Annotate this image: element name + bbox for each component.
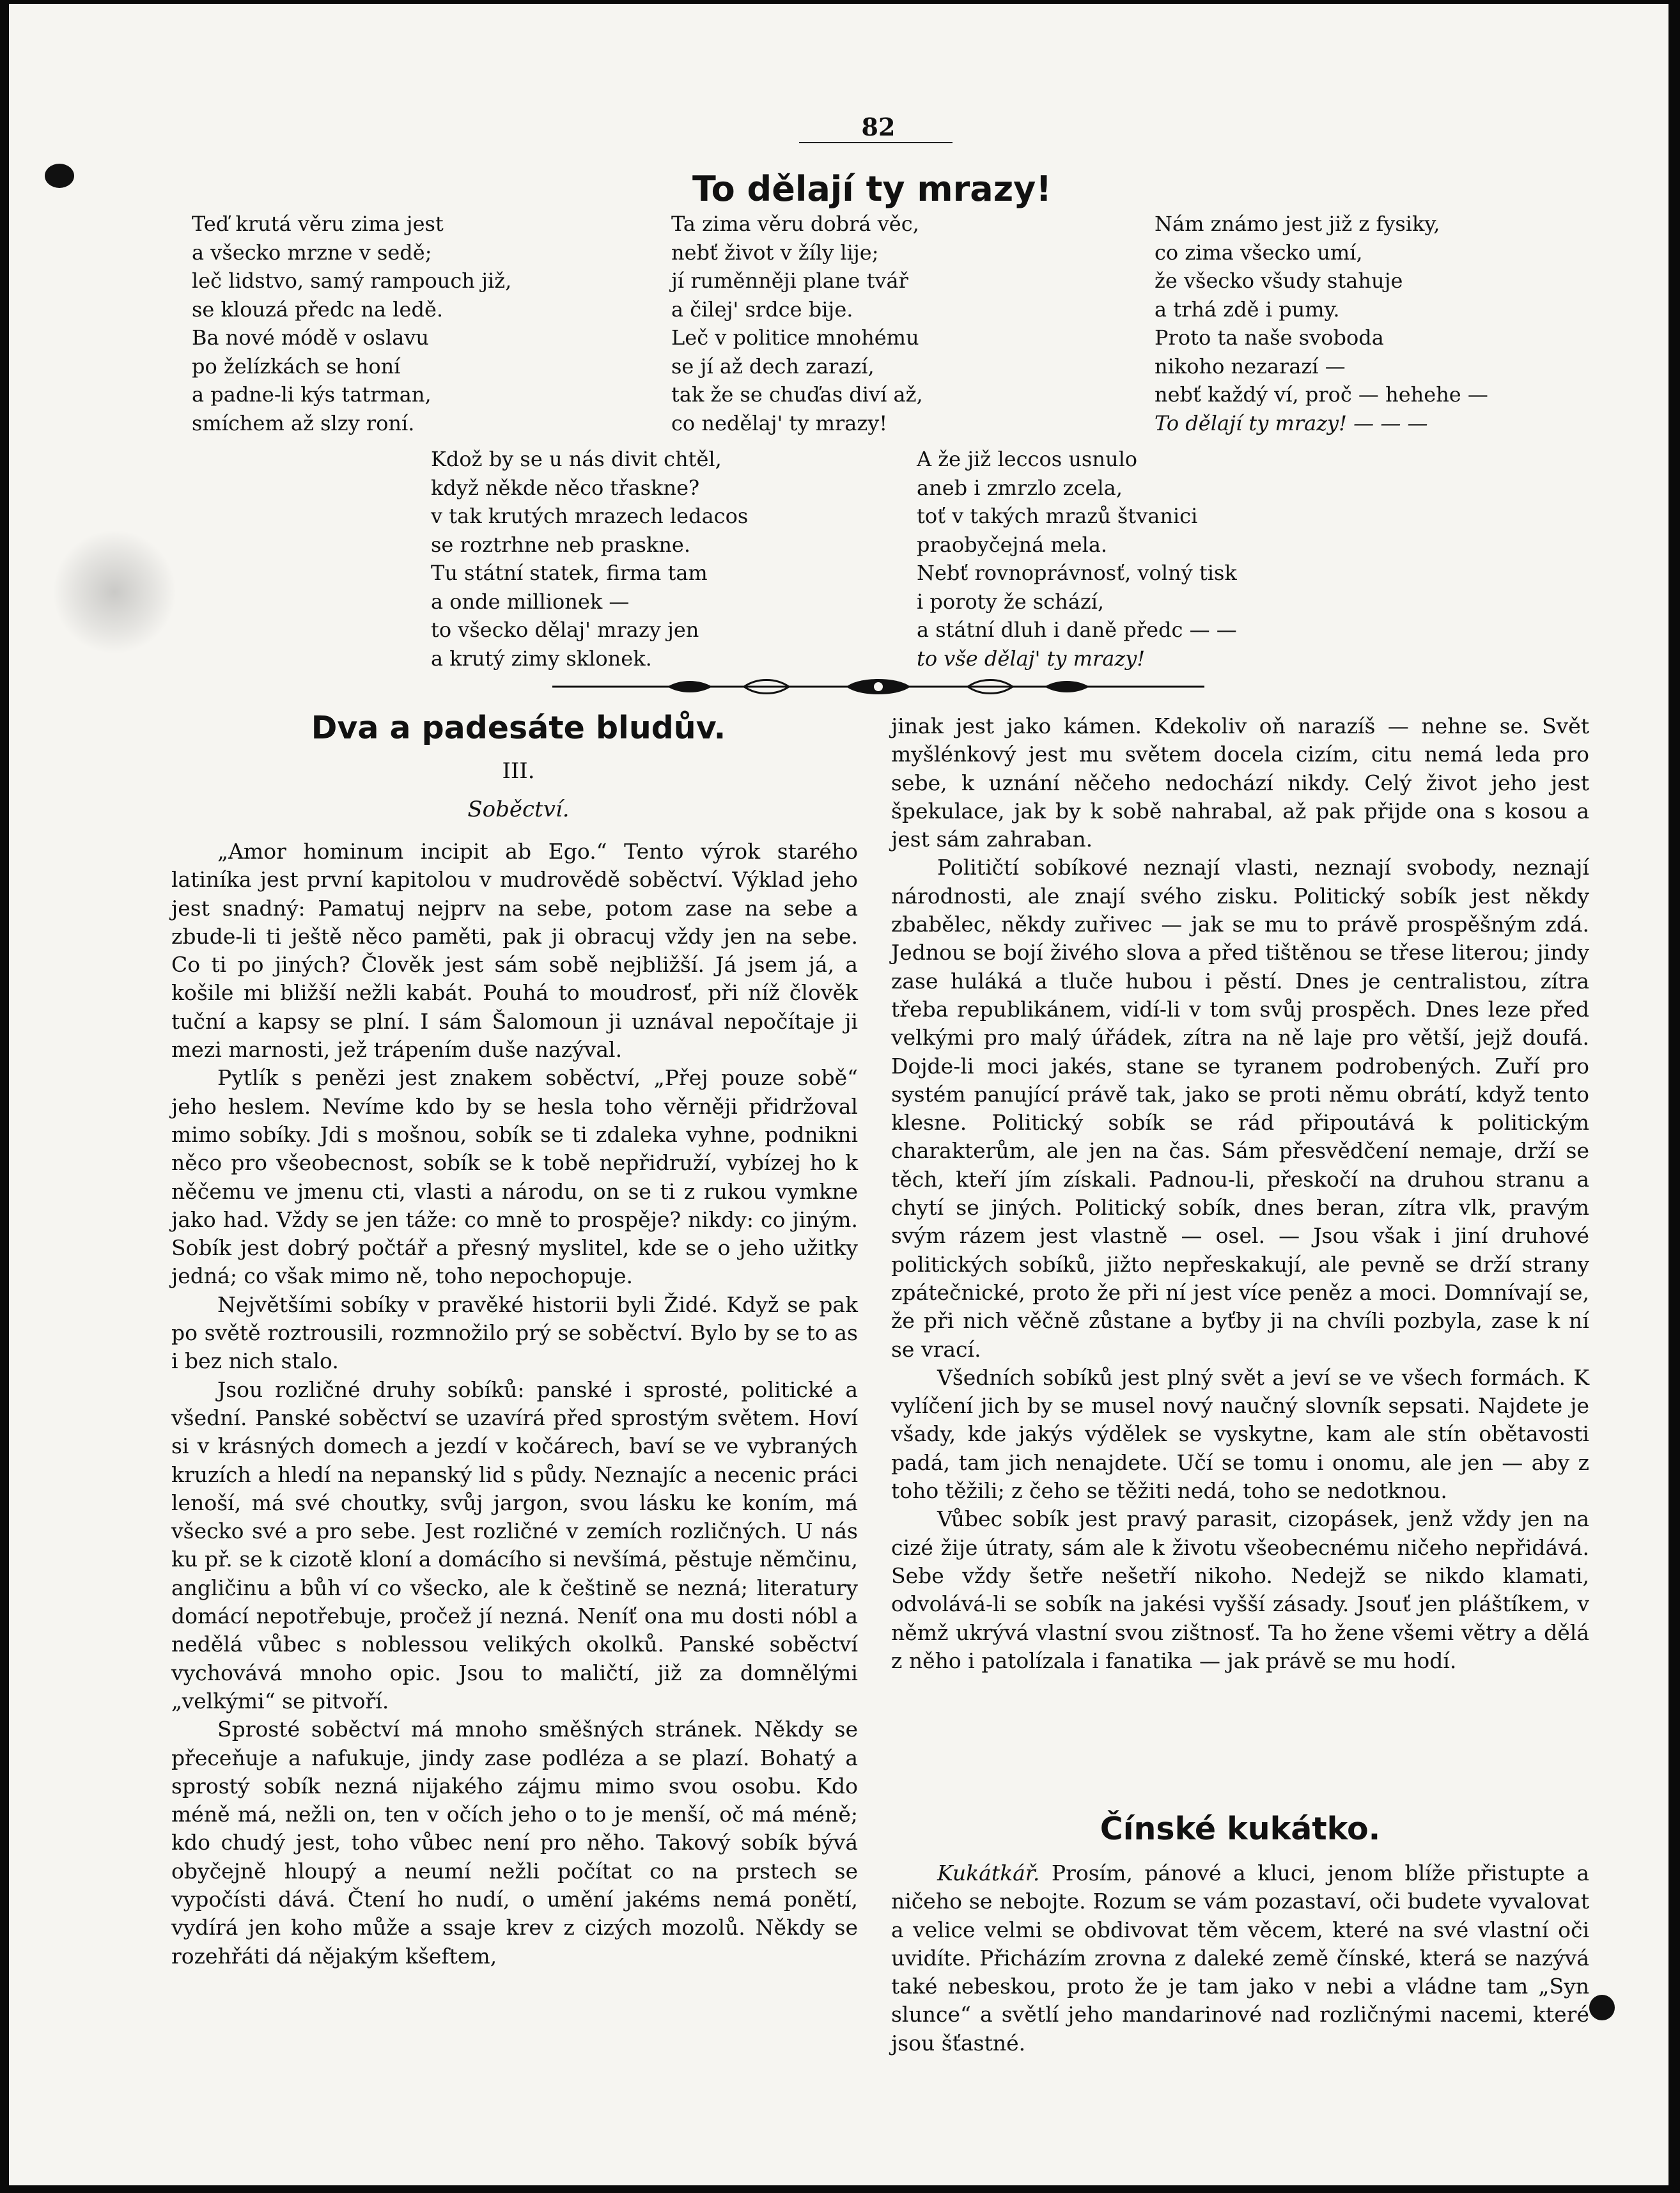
poem-line: to všecko dělaj' mrazy jen bbox=[431, 618, 699, 642]
page-number: 82 bbox=[861, 113, 896, 141]
article-column-left bbox=[171, 838, 858, 1971]
ink-blot bbox=[1589, 1995, 1615, 2020]
poem-line: aneb i zmrzlo zcela, bbox=[917, 475, 1123, 500]
poem-line: Kdož by se u nás divit chtěl, bbox=[431, 447, 722, 471]
article-paragraph: Všedních sobíků jest plný svět a jeví se ve všech formách. K vylíčení jich by se musel nový naučný slovník sepsati. Najdete je všady, kde jakýs výdělek se vyskytne, kam ale stín obětavosti padá, tam jich nenajdete. Učí se tomu i onomu, ale jen — aby z toho těžili; z čeho se těžiti nedá, toho se nedotknou. bbox=[891, 1364, 1589, 1504]
poem-line: Proto ta naše svoboda bbox=[1155, 325, 1384, 350]
kukatko-text: Prosím, pánové a kluci, jenom blíže přistupte a ničeho se nebojte. Rozum se vám pozastaví, oči budete vyvalovat a velice velmi se obdivovat těm věcem, které na své vlastní oči uvidíte. Přicházím zrovna z daleké země čínské, která se nazývá také nebeskou, proto že je tam jako v nebi a vládne tam „Syn slunce“ a světlí jeho mandarinové nad rozličnými nacemi, které jsou šťastné. bbox=[891, 1861, 1589, 2056]
poem-line: a trhá zdě i pumy. bbox=[1155, 297, 1340, 322]
poem-line: Leč v politice mnohému bbox=[671, 325, 919, 350]
poem-line: Nebť rovnoprávnosť, volný tisk bbox=[917, 561, 1237, 585]
poem-line: v tak krutých mrazech ledacos bbox=[431, 504, 749, 528]
ink-blot bbox=[45, 164, 74, 188]
poem-line: a čilej' srdce bije. bbox=[671, 297, 853, 322]
article-paragraph: Sprosté soběctví má mnoho směšných stránek. Někdy se přeceňuje a nafukuje, jindy zase podléza a se plazí. Bohatý a sprostý sobík nezná nijakého zájmu mimo svou osobu. Kdo méně má, nežli on, ten v očích jeho o to je menší, oč má méně; kdo chudý jest, toho vůbec není pro něho. Takový sobík bývá obyčejně hloupý a neumí nežli počítat co na prstech se vypočísti dává. Čtení ho nudí, o umění jakéms nemá ponětí, vydírá jen koho může a ssaje krev z cizých mozolů. Někdy se rozehřáti dá nějakým kšeftem, bbox=[171, 1717, 858, 1969]
article-column-right bbox=[891, 712, 1589, 1675]
poem-line: leč lidstvo, samý rampouch již, bbox=[192, 269, 512, 293]
poem-stanza-2 bbox=[671, 210, 923, 437]
newspaper-page bbox=[9, 4, 1668, 2185]
kukatko-paragraph bbox=[891, 1859, 1589, 2057]
poem-line: a všecko mrzne v sedě; bbox=[192, 240, 432, 265]
poem-line: a onde millionek — bbox=[431, 589, 630, 614]
article-part-number: III. bbox=[502, 758, 535, 784]
poem-stanza-4 bbox=[431, 445, 748, 673]
article-paragraph: Největšími sobíky v pravěké historii byli Židé. Když se pak po světě roztrousili, rozmnožilo prý se soběctví. Bylo by se to as i bez nich stalo. bbox=[171, 1292, 858, 1374]
poem-line: co nedělaj' ty mrazy! bbox=[671, 410, 888, 435]
article-paragraph: Političtí sobíkové neznají vlasti, neznají svobody, neznají národnosti, ale znají svého zisku. Politický sobík jest někdy zbabělec, někdy zuřivec — jak se mu to právě prospěšným zdá. Jednou se bojí živého slova a před tištěnou se třese literou; jindy zase huláká a tluče hubou i pěstí. Dnes je centralistou, zítra třeba republikánem, vidí-li v tom svůj prospěch. Dnes leze před velkými pro malý úřádek, zítra na ně laje pro větší, jejž doufá. Dojde-li moci jakés, stane se tyranem podrobených. Zuří pro systém panující právě tak, jako se proti němu obrátí, když tento klesne. Politický sobík se rád připoutává k politickým charakterům, ale jen na čas. Sám přesvědčení nemaje, drží se těch, kteří jím získali. Padnou-li, přeskočí na druhou stranu a chytí se jiných. Politický sobík, dnes beran, zítra vlk, pravým svým rázem jest vlastně — osel. — Jsou však i jiní druhové politických sobíků, jižto nepřeskakují, ale pevně se drží strany zpátečnické, proto že při ní jest více peněz a moci. Domnívají se, že při nich věčně zůstane a byťby ji na chvíli pozbyla, zase k ní se vrací. bbox=[891, 855, 1589, 1362]
poem-line: a státní dluh i daně předc — — bbox=[917, 618, 1237, 642]
poem-line: nikoho nezarazí — bbox=[1155, 354, 1346, 379]
poem-line: i poroty že schází, bbox=[917, 589, 1105, 614]
poem-line: že všecko všudy stahuje bbox=[1155, 269, 1403, 293]
poem-stanza-5 bbox=[917, 445, 1237, 673]
kukatko-title: Čínské kukátko. bbox=[1100, 1811, 1381, 1847]
kukatko-column bbox=[891, 1859, 1589, 2057]
poem-line: smíchem až slzy roní. bbox=[192, 410, 415, 435]
article-title: Dva a padesáte bludův. bbox=[311, 710, 726, 746]
poem-line: praobyčejná mela. bbox=[917, 532, 1108, 557]
poem-line: po želízkách se honí bbox=[192, 354, 401, 379]
poem-line: se roztrhne neb praskne. bbox=[431, 532, 691, 557]
article-paragraph: Pytlík s penězi jest znakem soběctví, „Přej pouze sobě“ jeho heslem. Nevíme kdo by se hesla toho věrněji přidržoval mimo sobíky. Jdi s mošnou, sobík se ti zdaleka vyhne, podnikni něco pro všeobecnost, sobík se k tobě nepřidruží, vybízej ho k něčemu ve jmenu cti, vlasti a národu, on se ti z rukou vymkne jako had. Vždy se jen táže: co mně to prospěje? nikdy: co jiným. Sobík jest dobrý počtář a přesný myslitel, kde se o jeho užitky jedná; co však mimo ně, toho nepochopuje. bbox=[171, 1065, 858, 1289]
poem-line: jí ruměnněji plane tvář bbox=[671, 269, 908, 293]
paper-stain bbox=[54, 528, 175, 656]
article-paragraph: Jsou rozličné druhy sobíků: panské i sprosté, politické a všední. Panské soběctví se uzavírá před sprostým světem. Hoví si v krásných domech a jezdí v kočárech, baví se ve vybraných kruzích a hledí na nepanský lid s půdy. Neznajíc a necenic práci lenoší, má své choutky, svůj jargon, svou lásku ke koním, má všecko své a pro sebe. Jest rozličné v zemích rozličných. U nás ku př. se k cizotě kloní a domácího si nevšímá, pěstuje němčinu, angličinu a bůh ví co všecko, ale k češtině se nezná; literatury domácí nepotřebuje, pročež jí nezná. Neníť ona mu dosti nóbl a nedělá vůbec s noblessou velikých okolků. Panské soběctví vychovává mnoho opic. Jsou to maličtí, již za domnělými „velkými“ se pitvoří. bbox=[171, 1377, 858, 1713]
poem-line: když někde něco třaskne? bbox=[431, 475, 700, 500]
poem-line: Teď krutá věru zima jest bbox=[192, 212, 444, 236]
poem-line: se jí až dech zarazí, bbox=[671, 354, 875, 379]
poem-line: toť v takých mrazů štvanici bbox=[917, 504, 1198, 528]
poem-line: Ba nové módě v oslavu bbox=[192, 325, 429, 350]
poem-line: Ta zima věru dobrá věc, bbox=[671, 212, 919, 236]
poem-title: To dělají ty mrazy! bbox=[692, 169, 1052, 209]
poem-line: co zima všecko umí, bbox=[1155, 240, 1363, 265]
article-paragraph: „Amor hominum incipit ab Ego.“ Tento výrok starého latiníka jest první kapitolou v mudrovědě soběctví. Výklad jeho jest snadný: Pamatuj nejprv na sebe, potom zase na sebe a zbude-li ti ještě něco paměti, pak ji obracuj vždy jen na sebe. Co ti po jiných? Člověk jest sám sobě nejbližší. Já jsem já, a košile mi bližší nežli kabát. Pouhá to moudrosť, při níž člověk tuční a kapsy se plní. I sám Šalomoun ji uznával nepočítaje ji mezi marnosti, jež trápením duše nazýval. bbox=[171, 839, 858, 1063]
poem-stanza-3 bbox=[1155, 210, 1488, 437]
poem-line: a padne-li kýs tatrman, bbox=[192, 382, 432, 407]
poem-line: Tu státní statek, firma tam bbox=[431, 561, 708, 585]
poem-line: se klouzá předc na ledě. bbox=[192, 297, 444, 322]
poem-refrain: To dělají ty mrazy! — — — bbox=[1155, 410, 1428, 435]
article-paragraph: Vůbec sobík jest pravý parasit, cizopásek, jenž vždy jen na cizé žije útraty, sám ale k životu všeobecnému ničeho nepřidává. Sebe vždy šetře nešetří nikoho. Nedejž se nikdo klamati, odvolává-li se sobík na jakési vyšší zásady. Jsouť jen pláštíkem, v němž ukrývá vlastní svou zištnosť. Ta ho žene všemi větry a dělá z něho i patolízala i fanatika — jak právě se mu hodí. bbox=[891, 1506, 1589, 1673]
ornamental-divider bbox=[552, 675, 1204, 698]
page-number-rule bbox=[799, 142, 953, 143]
poem-line: tak že se chuďas diví až, bbox=[671, 382, 923, 407]
poem-refrain: to vše dělaj' ty mrazy! bbox=[917, 646, 1146, 671]
poem-stanza-1 bbox=[192, 210, 511, 437]
kukatko-speaker: Kukátkář. bbox=[937, 1861, 1040, 1885]
poem-line: nebť každý ví, proč — hehehe — bbox=[1155, 382, 1488, 407]
poem-line: Nám známo jest již z fysiky, bbox=[1155, 212, 1440, 236]
poem-line: nebť život v žíly lije; bbox=[671, 240, 879, 265]
article-subtitle: Soběctví. bbox=[467, 797, 570, 822]
poem-line: a krutý zimy sklonek. bbox=[431, 646, 652, 671]
article-paragraph: jinak jest jako kámen. Kdekoliv oň narazíš — nehne se. Svět myšlénkový jest mu světem docela cizím, citu nemá leda pro sebe, k uznání něčeho nedochází nikdy. Celý život jeho jest špekulace, jak by k sobě nahrabal, až pak přijde ona s kosou a jest sám zahraban. bbox=[891, 714, 1589, 852]
poem-line: A že již leccos usnulo bbox=[917, 447, 1138, 471]
